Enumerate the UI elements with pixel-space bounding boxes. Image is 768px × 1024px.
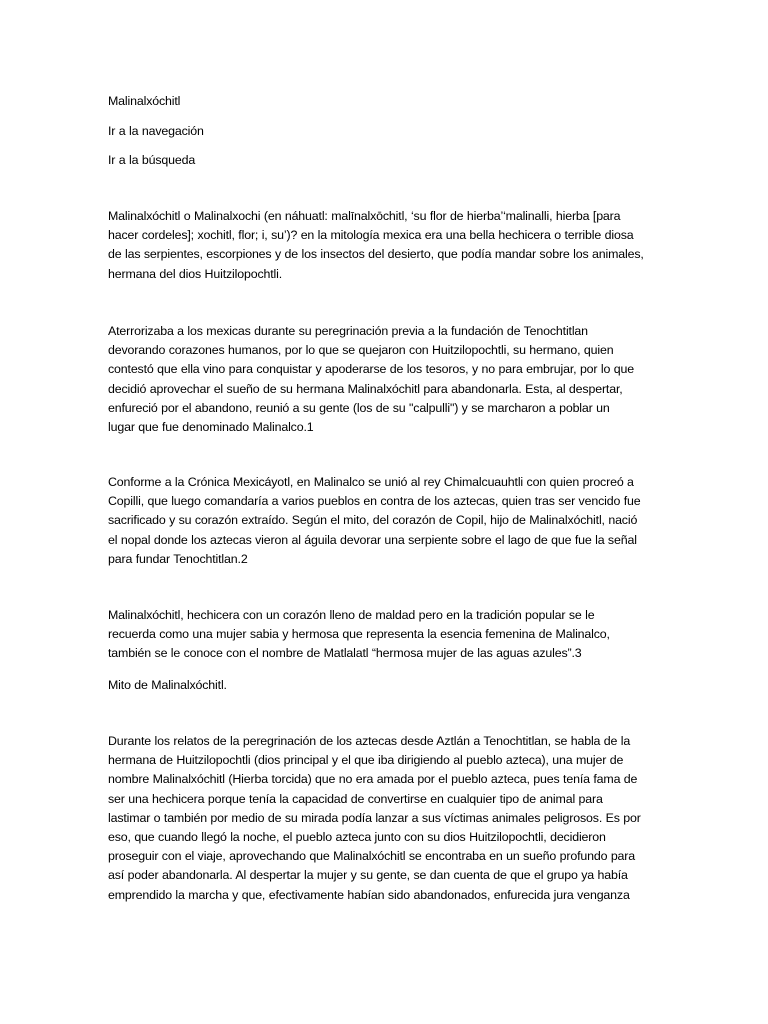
document-title: Malinalxóchitl bbox=[108, 94, 181, 108]
text-line: ser una hechicera porque tenía la capacidad de convertirse en cualquier tipo de animal para bbox=[108, 791, 603, 806]
text-line: enfureció por el abandono, reunió a su gente (los de su "calpulli") y se marcharon a poblar un bbox=[108, 400, 610, 415]
text-line: el nopal donde los aztecas vieron al águila devorar una serpiente sobre el lago de que fue la señal bbox=[108, 532, 637, 547]
text-line: Aterrorizaba a los mexicas durante su peregrinación previa a la fundación de Tenochtitlan bbox=[108, 324, 588, 338]
text-line: lugar que fue denominado Malinalco.1 bbox=[108, 420, 314, 435]
text-line: eso, que cuando llegó la noche, el pueblo azteca junto con su dios Huitzilopochtli, decidieron bbox=[108, 830, 606, 845]
paragraph-mito bbox=[108, 732, 641, 905]
text-line: Malinalxóchitl, hechicera con un corazón lleno de maldad pero en la tradición popular se le bbox=[108, 608, 595, 622]
skip-to-navigation-link[interactable]: Ir a la navegación bbox=[108, 124, 204, 138]
skip-to-search-link[interactable]: Ir a la búsqueda bbox=[108, 153, 196, 167]
text-line: Durante los relatos de la peregrinación de los aztecas desde Aztlán a Tenochtitlan, se habla de la bbox=[108, 734, 631, 748]
text-line: sacrificado y su corazón extraído. Según el mito, del corazón de Copil, hijo de Malinalxóchitl, nació bbox=[108, 513, 638, 528]
paragraph-hechicera bbox=[108, 606, 610, 664]
text-line: hermana de Huitzilopochtli (dios principal y el que iba dirigiendo al pueblo azteca), una mujer de bbox=[108, 753, 624, 768]
text-line: decidió aprovechar el sueño de su hermana Malinalxóchitl para abandonarla. Esta, al despertar, bbox=[108, 381, 623, 396]
text-line: lastimar o también por medio de su mirada podía lanzar a sus víctimas animales peligrosos. Es por bbox=[108, 810, 641, 825]
text-line: así poder abandonarla. Al despertar la mujer y su gente, se dan cuenta de que el grupo ya había bbox=[108, 868, 628, 883]
text-line: contestó que ella vino para conquistar y apoderarse de los tesoros, y no para embrujar, por lo que bbox=[108, 362, 634, 377]
paragraph-intro bbox=[108, 207, 644, 284]
text-line: también se le conoce con el nombre de Matlalatl “hermosa mujer de las aguas azules”.3 bbox=[108, 646, 582, 661]
paragraph-cronica bbox=[108, 473, 641, 569]
section-heading-mito: Mito de Malinalxóchitl. bbox=[108, 678, 227, 692]
text-line: para fundar Tenochtitlan.2 bbox=[108, 551, 248, 566]
text-line: recuerda como una mujer sabia y hermosa que representa la esencia femenina de Malinalco, bbox=[108, 627, 610, 642]
paragraph-peregrination bbox=[108, 322, 634, 437]
text-line: nombre Malinalxóchitl (Hierba torcida) que no era amada por el pueblo azteca, pues tenía fama de bbox=[108, 772, 638, 787]
text-line: Conforme a la Crónica Mexicáyotl, en Malinalco se unió al rey Chimalcuauhtli con quien procreó a bbox=[108, 475, 634, 489]
text-line: proseguir con el viaje, aprovechando que Malinalxóchitl se encontraba en un sueño profundo para bbox=[108, 849, 636, 864]
text-line: emprendido la marcha y que, efectivamente habían sido abandonados, enfurecida jura venganza bbox=[108, 887, 630, 902]
text-line: de las serpientes, escorpiones y de los insectos del desierto, que podía mandar sobre los animales, bbox=[108, 247, 644, 262]
text-line: devorando corazones humanos, por lo que se quejaron con Huitzilopochtli, su hermano, quien bbox=[108, 343, 614, 358]
text-line: hacer cordeles]; xochitl, flor; i, su’)? en la mitología mexica era una bella hechicera o terrible diosa bbox=[108, 228, 634, 243]
text-line: Malinalxóchitl o Malinalxochi (en náhuatl: malīnalxōchitl, ‘su flor de hierba’‘malinalli, hierba [para bbox=[108, 209, 621, 223]
text-line: Copilli, que luego comandaría a varios pueblos en contra de los aztecas, quien tras ser vencido fue bbox=[108, 494, 641, 509]
text-line: hermana del dios Huitzilopochtli. bbox=[108, 266, 283, 281]
